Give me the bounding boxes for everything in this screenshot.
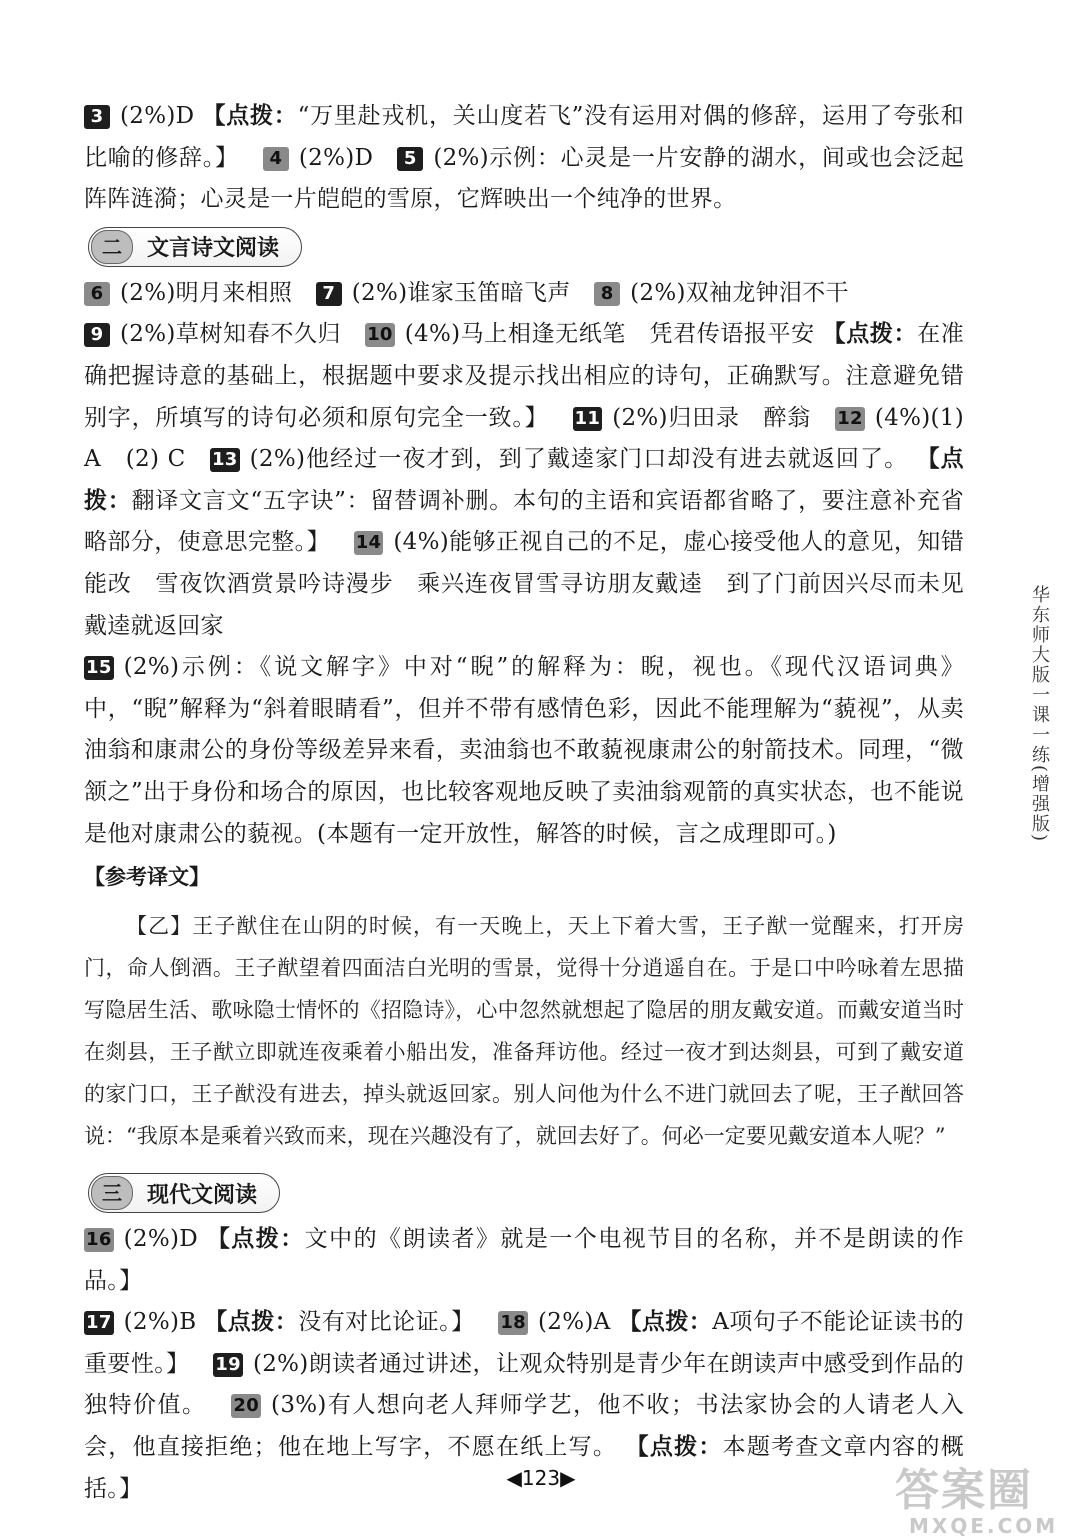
tip-text: 在准确把握诗意的基础上，根据题中要求及提示找出相应的诗句，正确默写。注意避免错别字，所填写的诗句必须和原句完全一致。】 bbox=[84, 321, 964, 431]
answer-text: (2%)D bbox=[298, 144, 374, 171]
section-number: 二 bbox=[91, 230, 133, 264]
question-badge: 14 bbox=[355, 532, 382, 554]
answer-text: (2%)明月来相照 bbox=[120, 279, 293, 306]
answer-paragraph-q6-q8 bbox=[84, 273, 964, 315]
book-title-side-label: 华东师大版一课一练(增强版) bbox=[1029, 585, 1050, 844]
answer-text: (2%)B bbox=[123, 1309, 197, 1336]
section-title: 文言诗文阅读 bbox=[147, 236, 280, 262]
tip-label: 【点拨： bbox=[204, 1309, 299, 1336]
answer-page bbox=[84, 96, 964, 1510]
tip-label: 【点拨： bbox=[84, 446, 964, 514]
section-number: 三 bbox=[91, 1176, 133, 1210]
question-badge: 17 bbox=[86, 1312, 112, 1334]
question-badge: 5 bbox=[397, 147, 423, 171]
question-badge: 18 bbox=[500, 1312, 527, 1334]
answer-paragraph-q16 bbox=[84, 1219, 964, 1302]
tip-label: 【点拨： bbox=[202, 103, 298, 129]
reference-translation-text: 【乙】王子猷住在山阴的时候，有一天晚上，天上下着大雪，王子猷一觉醒来，打开房门，命人倒酒。王子猷望着四面洁白光明的雪景，觉得十分逍遥自在。于是口中吟咏着左思描写隐居生活、歌咏隐士情怀的《招隐诗》，心中忽然就想起了隐居的朋友戴安道。而戴安道当时在剡县，王子猷立即就连夜乘着小船出发，准备拜访他。经过一夜才到达剡县，可到了戴安道的家门口，王子猷没有进去，掉头就返回家。别人问他为什么不进门就回去了呢，王子猷回答说：“我原本是乘着兴致而来，现在兴趣没有了，就回去好了。何必一定要见戴安道本人呢？” bbox=[84, 914, 964, 1149]
section-header-modern bbox=[88, 1173, 280, 1213]
tip-label: 【点拨： bbox=[618, 1309, 713, 1336]
question-badge: 19 bbox=[215, 1353, 241, 1375]
answer-paragraph-q3-q5 bbox=[84, 96, 964, 221]
answer-text: (2%)他经过一夜才到，到了戴逵家门口却没有进去就返回了。 bbox=[249, 446, 909, 473]
answer-text: (3%)有人想向老人拜师学艺，他不收；书法家协会的人请老人入会，他直接拒绝；他在地上写字，不愿在纸上写。 bbox=[84, 1392, 964, 1461]
answer-text: (2%)A bbox=[538, 1309, 611, 1336]
answer-text: (2%)D bbox=[123, 1226, 199, 1253]
watermark-text-bottom: MXQE.COM bbox=[909, 1514, 1059, 1538]
tip-label: 【点拨： bbox=[822, 321, 918, 348]
question-badge: 9 bbox=[84, 323, 110, 347]
tip-text: 本题考查文章内容的概括。】 bbox=[84, 1434, 965, 1502]
question-badge: 3 bbox=[84, 105, 110, 129]
question-badge: 10 bbox=[367, 324, 393, 346]
section-title: 现代文阅读 bbox=[147, 1182, 258, 1208]
answer-text: (4%)马上相逢无纸笔 凭君传语报平安 bbox=[404, 321, 815, 348]
answer-text: (2%)D bbox=[120, 103, 195, 129]
question-badge: 12 bbox=[837, 407, 863, 429]
answer-text: (4%)能够正视自己的不足，虚心接受他人的意见，知错能改 雪夜饮酒赏景吟诗漫步 乘兴连夜冒雪寻访朋友戴逵 到了门前因兴尽而未见戴逵就返回家 bbox=[84, 529, 965, 639]
tip-label: 【点拨： bbox=[206, 1226, 305, 1253]
question-badge: 8 bbox=[594, 282, 620, 306]
answer-text: (2%)草树知春不久归 bbox=[120, 321, 342, 348]
question-badge: 4 bbox=[263, 147, 289, 171]
tip-text: A项句子不能论证读书的重要性。】 bbox=[84, 1309, 964, 1377]
question-badge: 7 bbox=[316, 282, 342, 306]
watermark-logo bbox=[895, 1465, 1065, 1538]
tip-text: 文中的《朗读者》就是一个电视节目的名称，并不是朗读的作品。】 bbox=[84, 1226, 964, 1294]
question-badge: 13 bbox=[211, 449, 238, 471]
answer-paragraph-q15 bbox=[84, 647, 964, 855]
answer-text: (2%)朗读者通过讲述，让观众特别是青少年在朗读声中感受到作品的独特价值。 bbox=[84, 1350, 964, 1419]
answer-text: (2%)示例：《说文解字》中对“睨”的解释为：睨，视也。《现代汉语词典》中，“睨”解释为“斜着眼睛看”，但并不带有感情色彩，因此不能理解为“藐视”，从卖油翁和康肃公的身份等级差异来看，卖油翁也不敢藐视康肃公的射箭技术。同理，“微颔之”出于身份和场合的原因，也比较客观地反映了卖油翁观箭的真实状态，也不能说是他对康肃公的藐视。(本题有一定开放性，解答的时候，言之成理即可。) bbox=[84, 654, 964, 847]
tip-label: 【点拨： bbox=[625, 1434, 723, 1461]
answer-text: (4%)(1) A (2) C bbox=[84, 404, 964, 473]
question-badge: 16 bbox=[86, 1229, 112, 1251]
tip-text: 没有对比论证。】 bbox=[298, 1309, 475, 1336]
question-badge: 11 bbox=[574, 407, 601, 429]
answer-text: (2%)双袖龙钟泪不干 bbox=[630, 279, 849, 306]
answer-text: (2%)归田录 醉翁 bbox=[612, 404, 812, 431]
reference-translation-title: 【参考译文】 bbox=[84, 865, 210, 890]
watermark-text-top: 答案圈 bbox=[895, 1465, 1033, 1516]
answer-text: (2%)谁家玉笛暗飞声 bbox=[351, 279, 571, 306]
answer-text: (2%)示例：心灵是一片安静的湖水，间或也会泛起阵阵涟漪；心灵是一片皑皑的雪原，它辉映出一个纯净的世界。 bbox=[84, 144, 964, 213]
page-number: ◀123▶ bbox=[506, 1466, 576, 1490]
section-header-classical bbox=[88, 227, 302, 267]
question-badge: 20 bbox=[233, 1395, 260, 1417]
question-badge: 6 bbox=[84, 282, 110, 306]
answer-paragraph-q9-q14 bbox=[84, 314, 964, 647]
question-badge: 15 bbox=[86, 657, 112, 679]
tip-text: 翻译文言文“五字诀”：留替调补删。本句的主语和宾语都省略了，要注意补充省略部分，使意思完整。】 bbox=[84, 487, 964, 556]
tip-text: “万里赴戎机，关山度若飞”没有运用对偶的修辞，运用了夸张和比喻的修辞。】 bbox=[84, 103, 964, 171]
